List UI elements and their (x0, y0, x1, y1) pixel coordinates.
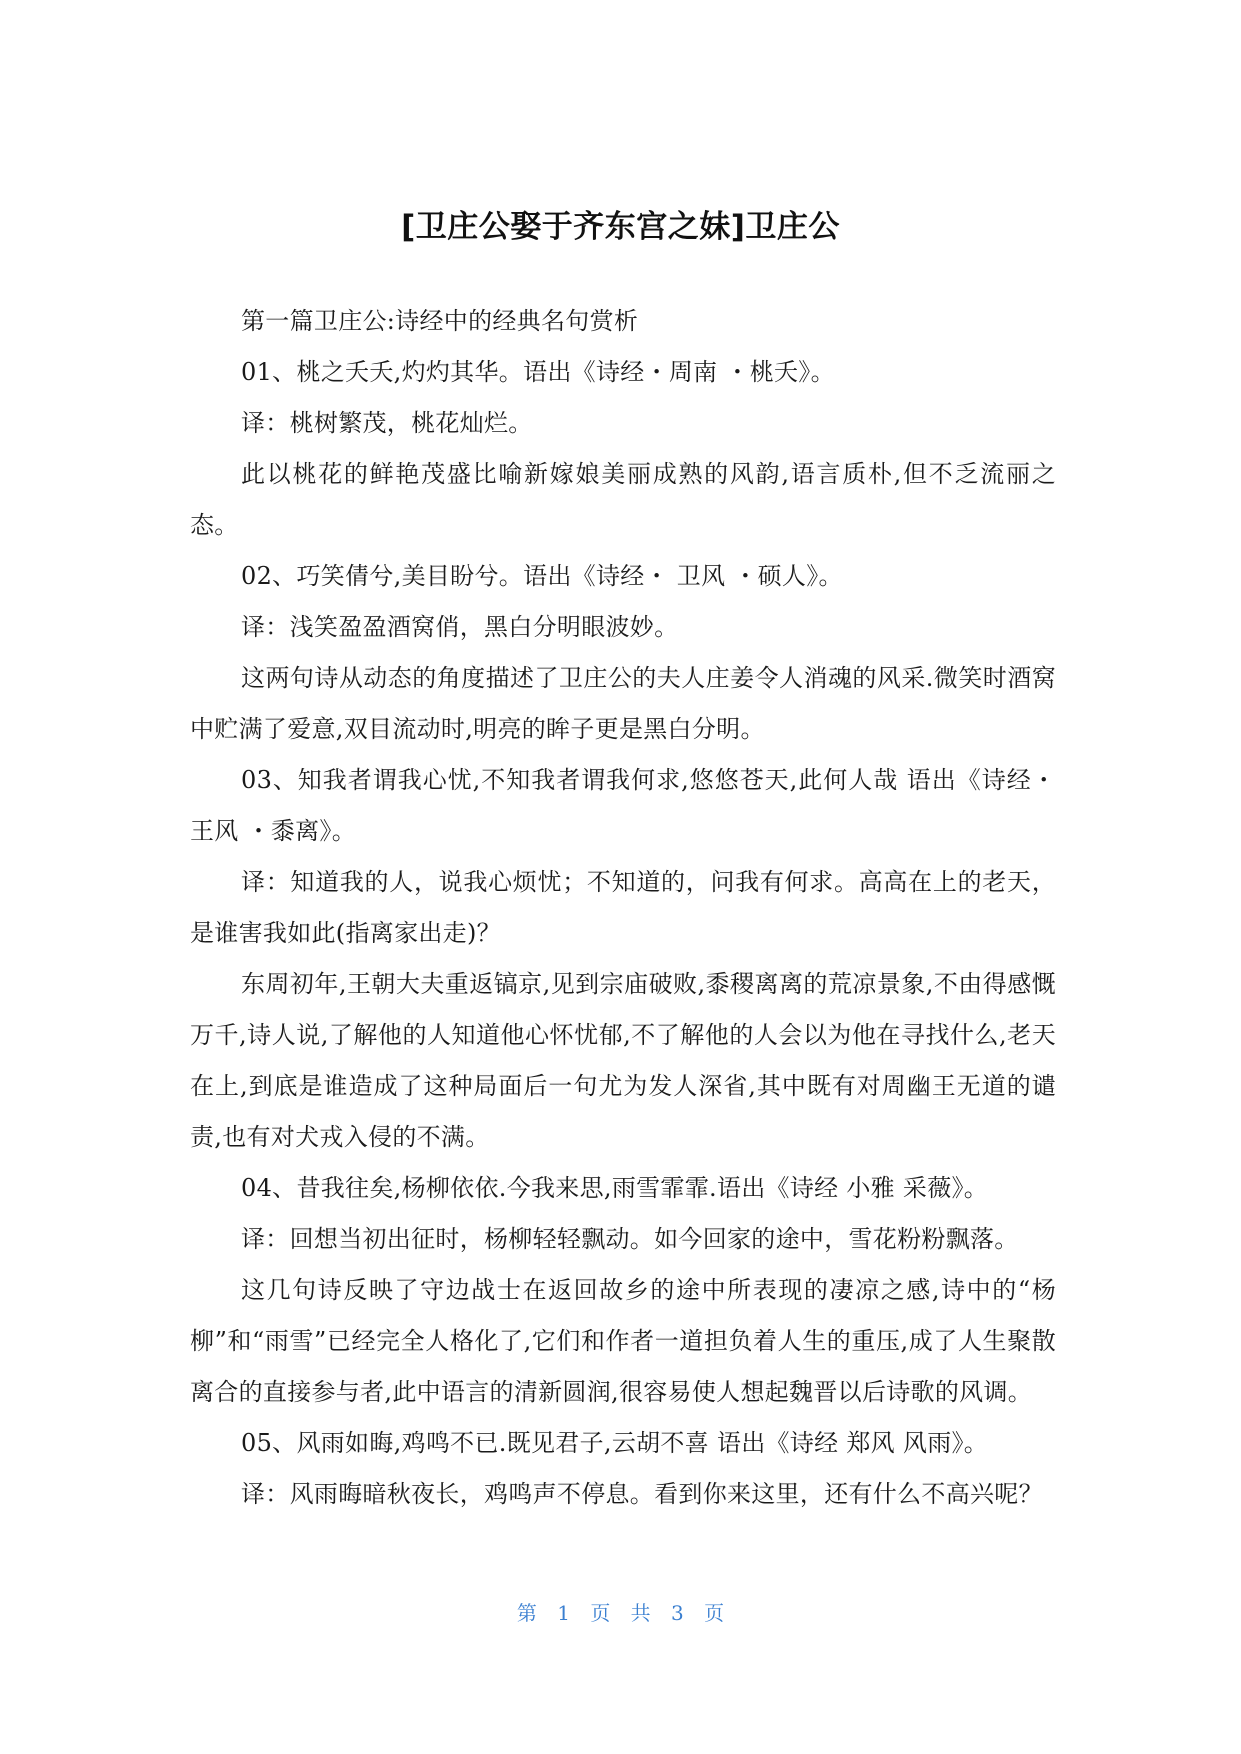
paragraph: 译：知道我的人，说我心烦忧；不知道的，问我有何求。高高在上的老天，是谁害我如此(指离家出走)？ (190, 868, 1056, 947)
paragraph: 译：风雨晦暗秋夜长，鸡鸣声不停息。看到你来这里，还有什么不高兴呢？ (241, 1480, 1043, 1508)
paragraph: 东周初年,王朝大夫重返镐京,见到宗庙破败,黍稷离离的荒凉景象,不由得感慨万千,诗人说,了解他的人知道他心怀忧郁,不了解他的人会以为他在寻找什么,老天在上,到底是谁造成了这种局面后一句尤为发人深省,其中既有对周幽王无道的谴责,也有对犬戎入侵的不满。 (190, 970, 1056, 1151)
paragraph: 02、巧笑倩兮,美目盼兮。语出《诗经・ 卫风 ・硕人》。 (241, 562, 843, 590)
paragraph: 此以桃花的鲜艳茂盛比喻新嫁娘美丽成熟的风韵,语言质朴,但不乏流丽之态。 (190, 460, 1056, 539)
document-body (190, 296, 1056, 1520)
paragraph: 译：浅笑盈盈酒窝俏，黑白分明眼波妙。 (241, 613, 679, 641)
paragraph: 译：回想当初出征时，杨柳轻轻飘动。如今回家的途中，雪花粉粉飘落。 (241, 1225, 1019, 1253)
paragraph: 这几句诗反映了守边战士在返回故乡的途中所表现的凄凉之感,诗中的“杨柳”和“雨雪”已经完全人格化了,它们和作者一道担负着人生的重压,成了人生聚散离合的直接参与者,此中语言的清新圆润,很容易使人想起魏晋以后诗歌的风调。 (190, 1276, 1056, 1406)
paragraph: 译：桃树繁茂，桃花灿烂。 (241, 409, 533, 437)
paragraph: 05、风雨如晦,鸡鸣不已.既见君子,云胡不喜 语出《诗经 郑风 风雨》。 (241, 1429, 989, 1457)
paragraph: 这两句诗从动态的角度描述了卫庄公的夫人庄姜令人消魂的风采.微笑时酒窝中贮满了爱意,双目流动时,明亮的眸子更是黑白分明。 (190, 664, 1056, 743)
paragraph: 03、知我者谓我心忧,不知我者谓我何求,悠悠苍天,此何人哉 语出《诗经・ 王风 ・黍离》。 (190, 766, 1056, 845)
paragraph: 第一篇卫庄公:诗经中的经典名句赏析 (241, 307, 639, 335)
paragraph: 01、桃之夭夭,灼灼其华。语出《诗经・周南 ・桃夭》。 (241, 358, 835, 386)
page-number-footer: 第 1 页 共 3 页 (516, 1601, 725, 1625)
paragraph: 04、昔我往矣,杨柳依依.今我来思,雨雪霏霏.语出《诗经 小雅 采薇》。 (241, 1174, 989, 1202)
document-title: [卫庄公娶于齐东宫之妹]卫庄公 (401, 208, 840, 245)
